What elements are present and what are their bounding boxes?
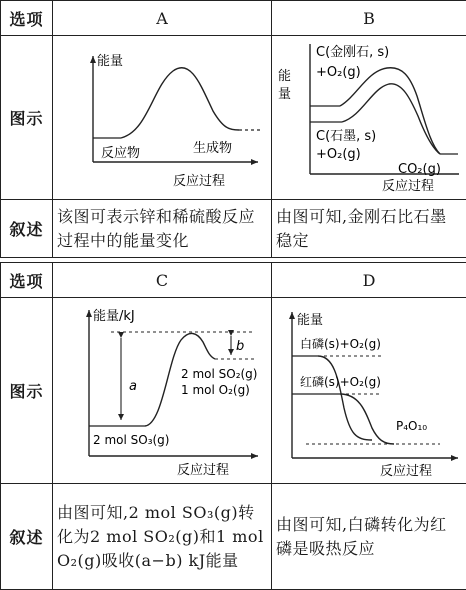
p4o10-label: P₄O₁₀ (396, 419, 428, 433)
diagram-label-2: 图示 (1, 298, 53, 484)
energy-diagram-b (272, 36, 465, 195)
diagram-c-cell (53, 298, 272, 484)
y-label-a: 能量 (97, 54, 124, 69)
graphite-label-2: +O₂(g) (316, 147, 361, 162)
option-d-header: D (272, 263, 466, 298)
white-p-curve (318, 356, 372, 440)
option-a-header: A (53, 1, 272, 36)
energy-curve-a (121, 68, 239, 138)
diagram-d-cell (272, 298, 466, 484)
y-label-c: 能量/kJ (93, 309, 135, 324)
statement-a: 该图可表示锌和稀硫酸反应过程中的能量变化 (53, 200, 272, 258)
table-a-b (0, 0, 466, 258)
statement-label: 叙述 (1, 200, 53, 258)
graphite-label-1: C(石墨, s) (316, 129, 377, 144)
x-label-d: 反应过程 (380, 464, 433, 479)
white-p-label: 白磷(s)+O₂(g) (300, 337, 381, 351)
label-b: b (236, 339, 245, 354)
label-a: a (129, 379, 137, 394)
option-label-2: 选项 (1, 263, 53, 298)
red-p-label: 红磷(s)+O₂(g) (300, 375, 381, 389)
diagram-b-cell (272, 36, 466, 200)
statement-b: 由图可知,金刚石比石墨稳定 (272, 200, 466, 258)
so3-label: 2 mol SO₃(g) (93, 433, 170, 447)
diamond-label-1: C(金刚石, s) (316, 45, 390, 60)
y-label-d: 能量 (297, 313, 324, 328)
reactant-label-a: 反应物 (101, 146, 141, 161)
so2-label: 2 mol SO₂(g) (181, 367, 258, 381)
option-b-header: B (272, 1, 466, 36)
energy-diagram-d (272, 298, 465, 479)
red-p-curve (340, 394, 394, 444)
x-label-a: 反应过程 (173, 174, 226, 189)
option-label: 选项 (1, 1, 53, 36)
diagram-label: 图示 (1, 36, 53, 200)
diamond-label-2: +O₂(g) (316, 65, 361, 80)
product-label-a: 生成物 (193, 141, 233, 156)
statement-label-2: 叙述 (1, 484, 53, 590)
option-c-header: C (53, 263, 272, 298)
energy-diagram-a (53, 36, 270, 195)
energy-diagram-c (53, 298, 270, 479)
co2-label: CO₂(g) (398, 162, 441, 177)
table-c-d (0, 262, 466, 590)
y-label-b-1: 能 (278, 69, 292, 84)
y-label-b-2: 量 (278, 87, 292, 102)
x-label-b: 反应过程 (382, 179, 435, 194)
diagram-a-cell (53, 36, 272, 200)
o2-label: 1 mol O₂(g) (181, 383, 250, 397)
statement-d: 由图可知,白磷转化为红磷是吸热反应 (272, 484, 466, 590)
statement-c: 由图可知,2 mol SO₃(g)转化为2 mol SO₂(g)和1 mol O₂(g)吸收(a−b) kJ能量 (53, 484, 272, 590)
x-label-c: 反应过程 (177, 463, 230, 478)
